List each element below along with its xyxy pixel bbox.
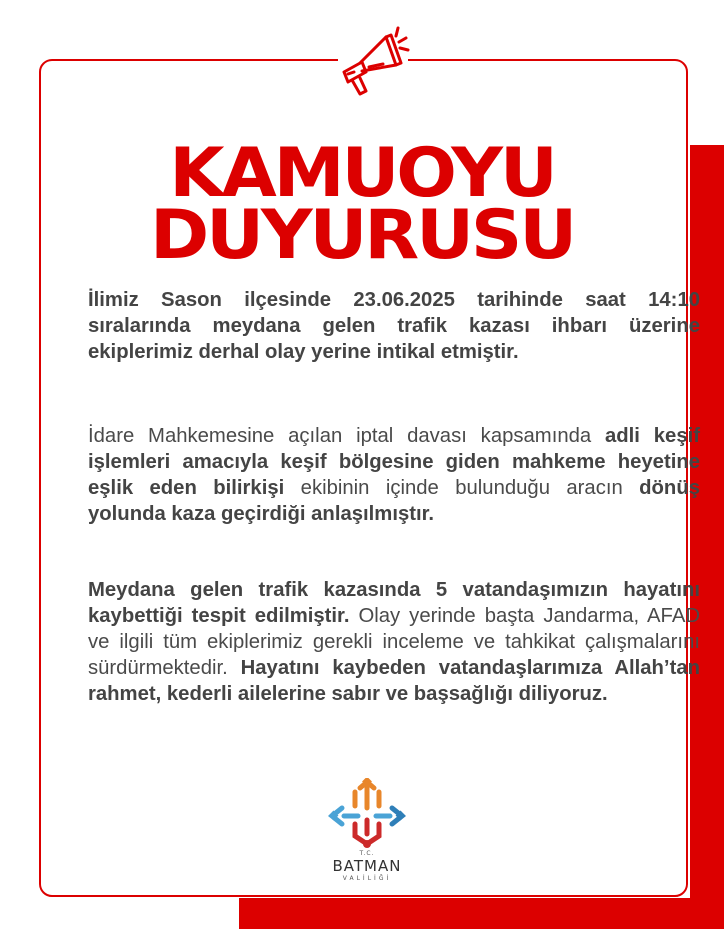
logo-subtitle: VALİLİĞİ <box>342 875 392 882</box>
paragraph-2 <box>88 423 700 527</box>
paragraph-2-text-a: İdare Mahkemesine açılan iptal davası kapsamında <box>88 425 605 447</box>
title-line-1: KAMUOYU <box>169 134 555 213</box>
logo-name: BATMAN <box>332 857 402 875</box>
paragraph-3 <box>88 577 700 707</box>
title-line-2: DUYURUSU <box>149 196 575 275</box>
paragraph-3-bold-a: Meydana gelen trafik kazasında 5 vatandaşımızın hayatını kaybettiği tespit edilmiştir. <box>88 579 700 627</box>
logo-tc: T.C. <box>359 850 375 857</box>
red-accent-bottom <box>239 898 724 929</box>
paragraph-2-text-b: ekibinin içinde bulunduğu aracın <box>284 477 640 499</box>
batman-governorship-logo-icon <box>322 778 412 850</box>
batman-governorship-logo <box>322 778 412 888</box>
paragraph-2-bold-a: adli keşif işlemleri amacıyla keşif bölgesine giden mahkeme heyetine eşlik eden bilirkişi <box>88 425 700 499</box>
paragraph-2-bold-b: dönüş yolunda kaza geçirdiği anlaşılmıştır. <box>88 477 700 525</box>
paragraph-1 <box>88 287 700 365</box>
megaphone-icon <box>334 20 424 100</box>
paragraph-1-bold: İlimiz Sason ilçesinde 23.06.2025 tarihinde saat 14:10 sıralarında meydana gelen trafik kazası ihbarı üzerine ekiplerimiz derhal olay yerine intikal etmiştir. <box>88 289 700 363</box>
paragraph-3-bold-b: Hayatını kaybeden vatandaşlarımıza Allah’tan rahmet, kederli ailelerine sabır ve başsağlığı diliyoruz. <box>88 657 700 705</box>
paragraph-3-text: Olay yerinde başta Jandarma, AFAD ve ilgili tüm ekiplerimiz gerekli inceleme ve tahkikat çalışmalarını sürdürmektedir. <box>88 605 701 679</box>
